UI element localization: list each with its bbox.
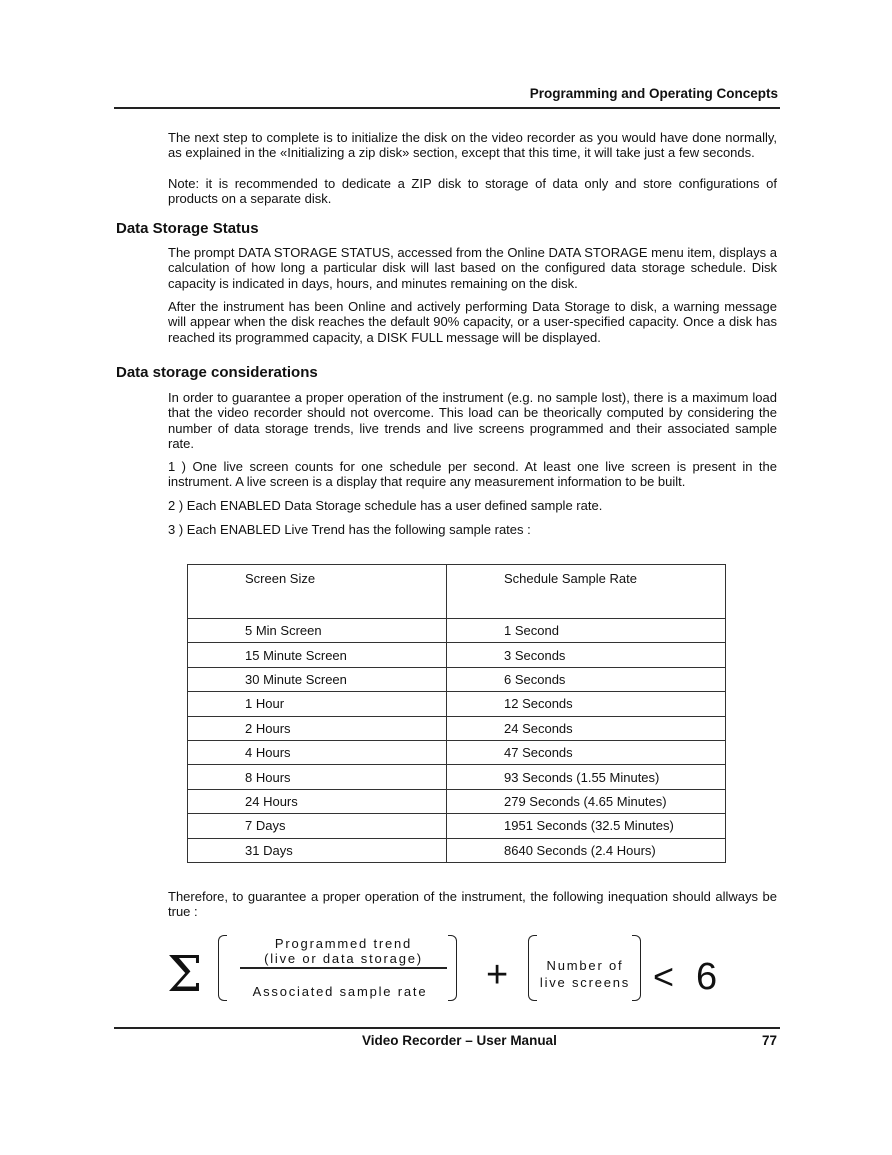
warning-paragraph: After the instrument has been Online and actively performing Data Storage to disk, a warning message will appear when the disk reaches the default 90% capacity, or a user-specified capacity. Once a disk has reached its programmed capacity, a DISK FULL message will be displayed.	[168, 299, 777, 345]
cell-sample-rate: 6 Seconds	[447, 667, 726, 691]
cell-screen-size: 24 Hours	[188, 789, 447, 813]
rule-1-paragraph: 1 ) One live screen counts for one schedule per second. At least one live screen is present in the instrument. A live screen is a display that require any measurement information to be built.	[168, 459, 777, 490]
cell-sample-rate: 93 Seconds (1.55 Minutes)	[447, 765, 726, 789]
left-bracket-1	[218, 935, 227, 1001]
cell-screen-size: 4 Hours	[188, 740, 447, 764]
page-number: 77	[762, 1033, 778, 1048]
intro-paragraph: The next step to complete is to initialize the disk on the video recorder as you would have done normally, as explained in the «Initializing a zip disk» section, except that this time, it will take just a few seconds.	[168, 130, 777, 161]
right-bracket-2	[632, 935, 641, 1001]
section-heading-data-storage-considerations: Data storage considerations	[116, 364, 318, 381]
cell-screen-size: 15 Minute Screen	[188, 643, 447, 667]
live-screens-line-2: live screens	[539, 975, 631, 990]
conclusion-paragraph: Therefore, to guarantee a proper operation of the instrument, the following inequation should allways be true :	[168, 889, 777, 920]
cell-sample-rate: 24 Seconds	[447, 716, 726, 740]
cell-screen-size: 30 Minute Screen	[188, 667, 447, 691]
header-sample-rate: Schedule Sample Rate	[447, 565, 726, 619]
cell-screen-size: 31 Days	[188, 838, 447, 862]
running-footer-title: Video Recorder – User Manual	[362, 1033, 557, 1048]
cell-screen-size: 7 Days	[188, 814, 447, 838]
cell-sample-rate: 3 Seconds	[447, 643, 726, 667]
rule-2-paragraph: 2 ) Each ENABLED Data Storage schedule has a user defined sample rate.	[168, 498, 603, 513]
cell-screen-size: 2 Hours	[188, 716, 447, 740]
section-heading-data-storage-status: Data Storage Status	[116, 220, 259, 237]
right-bracket-1	[448, 935, 457, 1001]
limit-value: 6	[696, 956, 718, 998]
status-paragraph: The prompt DATA STORAGE STATUS, accessed from the Online DATA STORAGE menu item, displays a calculation of how long a particular disk will last based on the configured data storage schedule. Disk capacity is indicated in days, hours, and minutes remaining on the disk.	[168, 245, 777, 291]
live-screens-line-1: Number of	[546, 958, 624, 973]
sigma-symbol: Σ	[167, 945, 203, 1003]
cell-sample-rate: 47 Seconds	[447, 740, 726, 764]
header-screen-size: Screen Size	[188, 565, 447, 619]
cell-screen-size: 8 Hours	[188, 765, 447, 789]
cell-screen-size: 1 Hour	[188, 692, 447, 716]
cell-sample-rate: 279 Seconds (4.65 Minutes)	[447, 789, 726, 813]
cell-sample-rate: 8640 Seconds (2.4 Hours)	[447, 838, 726, 862]
cell-sample-rate: 1 Second	[447, 619, 726, 643]
cell-sample-rate: 12 Seconds	[447, 692, 726, 716]
note-paragraph: Note: it is recommended to dedicate a ZIP disk to storage of data only and store configurations of products on a separate disk.	[168, 176, 777, 207]
less-than-sign: <	[653, 956, 675, 997]
numerator-line-2: (live or data storage)	[264, 951, 423, 966]
denominator: Associated sample rate	[252, 984, 428, 999]
load-paragraph: In order to guarantee a proper operation of the instrument (e.g. no sample lost), there is a maximum load that the video recorder should not overcome. This load can be theorically computed by considering the number of data storage trends, live trends and live screens programmed and their associated sample rate.	[168, 390, 777, 451]
rule-3-paragraph: 3 ) Each ENABLED Live Trend has the following sample rates :	[168, 522, 531, 537]
numerator-line-1: Programmed trend	[274, 936, 413, 951]
cell-screen-size: 5 Min Screen	[188, 619, 447, 643]
footer-rule	[114, 1027, 780, 1029]
running-header: Programming and Operating Concepts	[529, 86, 778, 101]
fraction-bar	[240, 967, 447, 969]
plus-sign: +	[486, 954, 509, 996]
cell-sample-rate: 1951 Seconds (32.5 Minutes)	[447, 814, 726, 838]
